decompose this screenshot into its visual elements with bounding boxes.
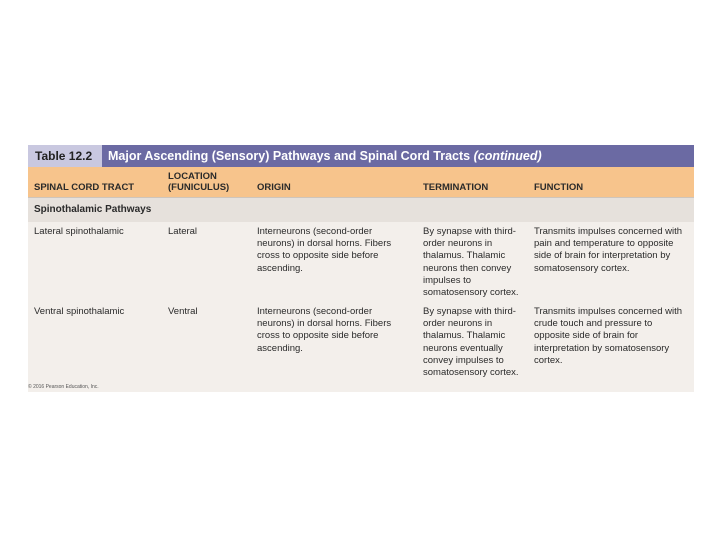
- header-function: FUNCTION: [534, 182, 584, 193]
- cell-termination: By synapse with third-order neurons in thalamus. Thalamic neurons then convey impulses to somatosensory cortex.: [423, 226, 519, 299]
- header-tract: SPINAL CORD TRACT: [34, 182, 135, 193]
- header-location: [162, 167, 251, 197]
- cell-origin: Interneurons (second-order neurons) in dorsal horns. Fibers cross to opposite side before ascending.: [257, 226, 392, 274]
- copyright-notice: © 2016 Pearson Education, Inc.: [28, 384, 99, 390]
- table-title-bar: [28, 145, 694, 167]
- cell-location: Lateral: [168, 226, 198, 237]
- header-location-line2: (FUNICULUS): [168, 182, 230, 193]
- cell-tract: Ventral spinothalamic: [34, 306, 125, 317]
- header-location-line1: LOCATION: [168, 171, 217, 182]
- header-termination: TERMINATION: [423, 182, 489, 193]
- section-heading: Spinothalamic Pathways: [28, 197, 694, 222]
- cell-termination: By synapse with third-order neurons in thalamus. Thalamic neurons eventually convey impulses to somatosensory cortex.: [423, 306, 519, 379]
- cell-location: Ventral: [168, 306, 198, 317]
- ascending-pathways-table: [28, 145, 694, 392]
- table-title: [102, 145, 694, 167]
- table-number: Table 12.2: [28, 145, 102, 167]
- table-title-main: Major Ascending (Sensory) Pathways and Spinal Cord Tracts: [108, 149, 471, 163]
- table-header-row: [28, 167, 694, 197]
- cell-function: Transmits impulses concerned with pain and temperature to opposite side of brain for interpretation by somatosensory cortex.: [534, 226, 683, 274]
- cell-origin: Interneurons (second-order neurons) in dorsal horns. Fibers cross to opposite side before ascending.: [257, 306, 392, 354]
- header-origin: ORIGIN: [257, 182, 291, 193]
- cell-function: Transmits impulses concerned with crude touch and pressure to opposite side of brain for interpretation by somatosensory cortex.: [534, 306, 683, 366]
- table-body: [28, 222, 694, 392]
- table-title-suffix: (continued): [473, 149, 542, 163]
- cell-tract: Lateral spinothalamic: [34, 226, 124, 237]
- table-row: [28, 226, 694, 306]
- table-row: [28, 306, 694, 388]
